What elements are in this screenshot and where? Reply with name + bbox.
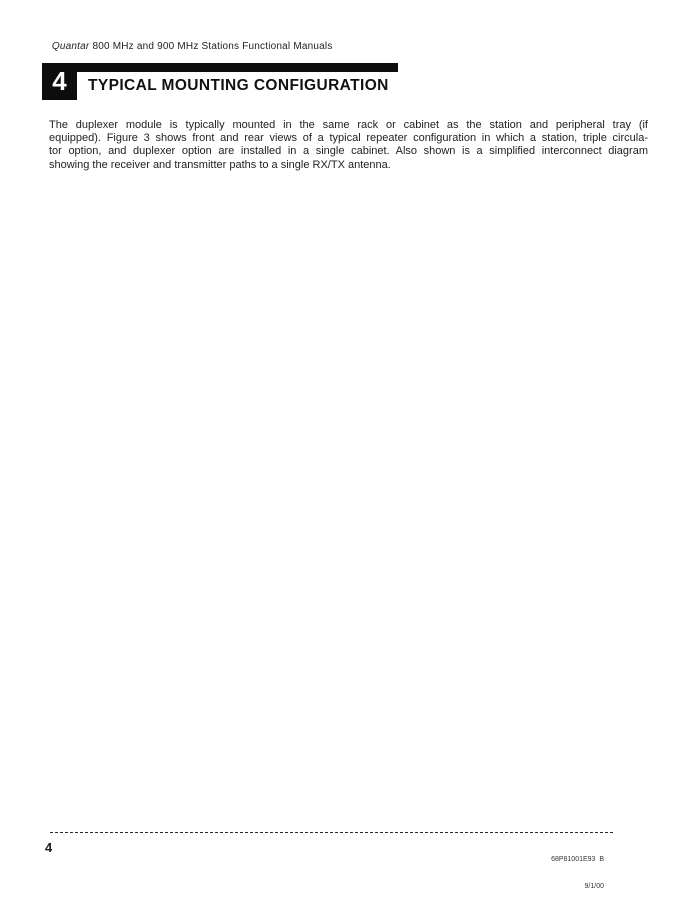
body-line: equipped). Figure 3 shows front and rear views of a typical repeater configuration in which a station, triple circula-: [49, 132, 648, 145]
running-header-brand: Quantar: [51, 41, 90, 52]
footer-part-number: 68P81001E93 B: [551, 856, 604, 863]
footer-doc-info: [404, 837, 604, 899]
section-heading-bar: [42, 63, 398, 72]
body-line: tor option, and duplexer option are installed in a single cabinet. Also shown is a simplified interconnect diagram: [49, 145, 648, 158]
section-title: TYPICAL MOUNTING CONFIGURATION: [88, 77, 389, 94]
body-line: The duplexer module is typically mounted in the same rack or cabinet as the station and peripheral tray (if: [49, 119, 648, 131]
footer-rule: [50, 832, 615, 833]
section-number: 4: [52, 66, 67, 96]
running-header-title: 800 MHz and 900 MHz Stations Functional Manuals: [89, 41, 333, 52]
body-paragraph: [49, 119, 648, 172]
section-number-box: [42, 64, 77, 100]
body-line: showing the receiver and transmitter paths to a single RX/TX antenna.: [49, 158, 391, 171]
footer-date: 9/1/00: [584, 883, 604, 890]
footer-page-number: 4: [45, 840, 53, 855]
running-header: [40, 30, 333, 63]
